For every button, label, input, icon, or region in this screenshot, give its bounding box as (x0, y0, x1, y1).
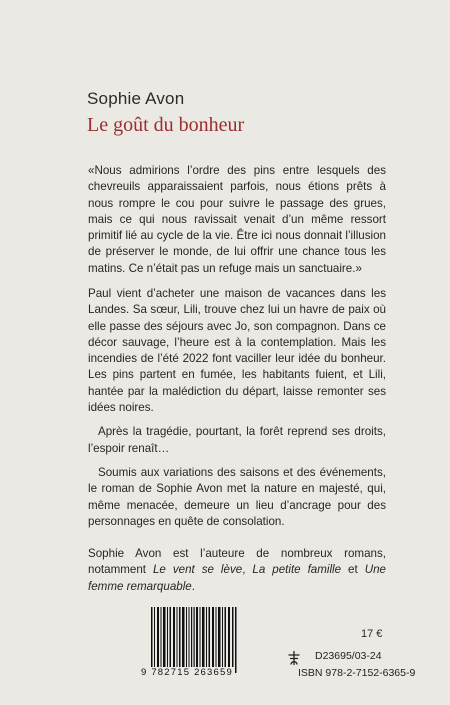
price: 17 € (361, 628, 383, 640)
quote-paragraph (88, 163, 386, 277)
summary-text-3: Soumis aux variations des saisons et des événements, le roman de Sophie Avon met la nature en majesté, qui, même menacée, demeure un lieu d’ancrage pour des personnages en quête de consolation. (88, 465, 386, 528)
bio-book-2: La petite famille (252, 563, 342, 577)
publisher-mark-icon (286, 650, 302, 666)
author-bio (88, 546, 386, 595)
summary-text-2: Après la tragédie, pourtant, la forêt reprend ses droits, l’espoir renaît… (88, 425, 386, 455)
book-title: Le goût du bonheur (87, 114, 245, 136)
author-name: Sophie Avon (87, 89, 185, 108)
summary-text-1: Paul vient d’acheter une maison de vacances dans les Landes. Sa sœur, Lili, trouve chez lui un havre de paix où elle passe des séjours avec Jo, son compagnon. Dans ce décor sauvage, l’heure est à la contemplation. Mais les incendies de l’été 2022 font vaciller leur idée du bonheur. Les pins partent en fumée, les habitants fuient, et Lili, hantée par la malédiction du départ, laisse remonter ses idées noires. (88, 287, 386, 415)
isbn: ISBN 978-2-7152-6365-9 (298, 667, 416, 679)
bio-separator-2: et (341, 563, 365, 577)
bio-intro: Sophie Avon est l’auteure de nombreux romans, notamment (88, 547, 386, 577)
quote-text: «Nous admirions l’ordre des pins entre lesquels des chevreuils apparaissaient parfois, nous étions prêts à nous rompre le cou pour suivre le passage des grues, mais ce qui nous ravissait venait d’un même ressort primitif lié au cycle de la vie. Être ici nous donnait l’illusion de préserver le monde, de lui offrir une chance tous les matins. Ce n’était pas un refuge mais un sanctuaire.» (88, 164, 386, 275)
summary-paragraph-1 (88, 286, 386, 595)
bio-separator-1: , (242, 563, 253, 577)
barcode-number: 9 782715 263659 (141, 667, 233, 678)
bio-end: . (191, 579, 195, 593)
bio-book-1: Le vent se lève (152, 563, 243, 577)
reference-code: D23695/03-24 (315, 650, 382, 662)
bio-book-3: Une femme remarquable (88, 563, 386, 593)
